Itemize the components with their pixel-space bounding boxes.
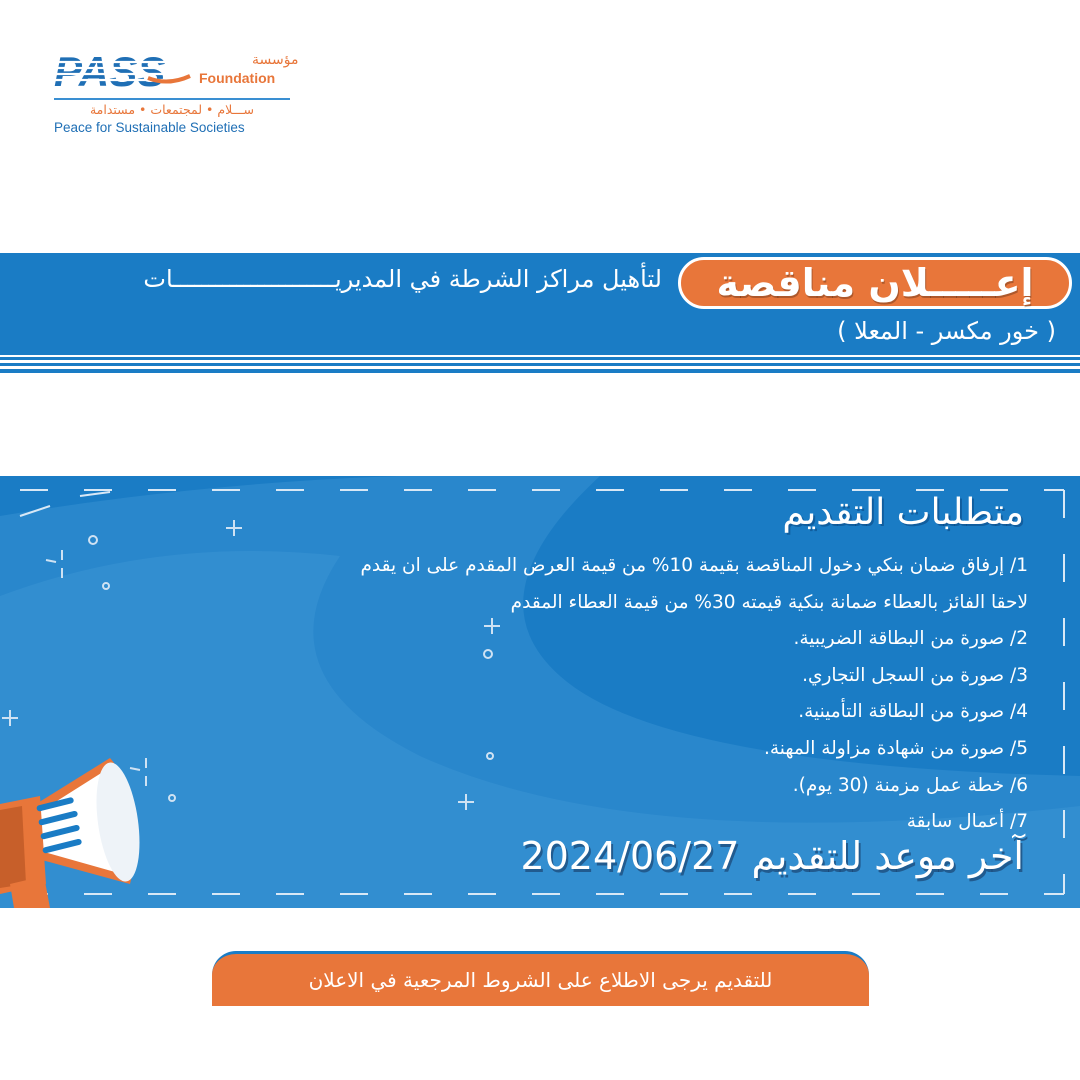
logo-tagline-english: Peace for Sustainable Societies bbox=[54, 120, 245, 135]
list-item: 2/ صورة من البطاقة الضريبية. bbox=[793, 628, 1028, 650]
tender-title: لتأهيل مراكز الشرطة في المديريـــــــــــــــــــــــات bbox=[143, 265, 662, 293]
terms-note: للتقديم يرجى الاطلاع على الشروط المرجعية في الاعلان bbox=[212, 951, 869, 1006]
pass-logo-mark bbox=[52, 48, 192, 94]
list-item: 3/ صورة من السجل التجاري. bbox=[802, 664, 1028, 686]
requirements-heading: متطلبات التقديم bbox=[782, 492, 1024, 533]
list-item: 7/ أعمال سابقة bbox=[906, 811, 1028, 833]
list-item: 1/ إرفاق ضمان بنكي دخول المناقصة بقيمة 10% من قيمة العرض المقدم على ان يقدم bbox=[360, 555, 1028, 576]
foundation-logo bbox=[52, 48, 299, 140]
logo-divider bbox=[54, 98, 290, 100]
logo-tagline-arabic: ســـلام • لمجتمعات • مستدامة bbox=[89, 102, 255, 117]
title-band-stripes bbox=[0, 357, 1080, 373]
list-item: 6/ خطة عمل مزمنة (30 يوم). bbox=[792, 774, 1028, 796]
deadline-text: آخر موعد للتقديم 2024/06/27 bbox=[520, 834, 1024, 878]
list-item: لاحقا الفائز بالعطاء ضمانة بنكية قيمته 30% من قيمة العطاء المقدم bbox=[510, 591, 1028, 613]
list-item: 5/ صورة من شهادة مزاولة المهنة. bbox=[763, 737, 1028, 759]
logo-word-english: Foundation bbox=[199, 70, 276, 86]
requirements-list bbox=[98, 548, 1028, 841]
logo-word-arabic: مؤسسة bbox=[252, 52, 299, 68]
list-item: 4/ صورة من البطاقة التأمينية. bbox=[798, 701, 1028, 723]
tender-badge: إعـــــلان مناقصة bbox=[678, 257, 1072, 309]
tender-subtitle: ( خور مكسر - المعلا ) bbox=[837, 317, 1056, 345]
logo-mark-text: PASS bbox=[54, 48, 166, 94]
